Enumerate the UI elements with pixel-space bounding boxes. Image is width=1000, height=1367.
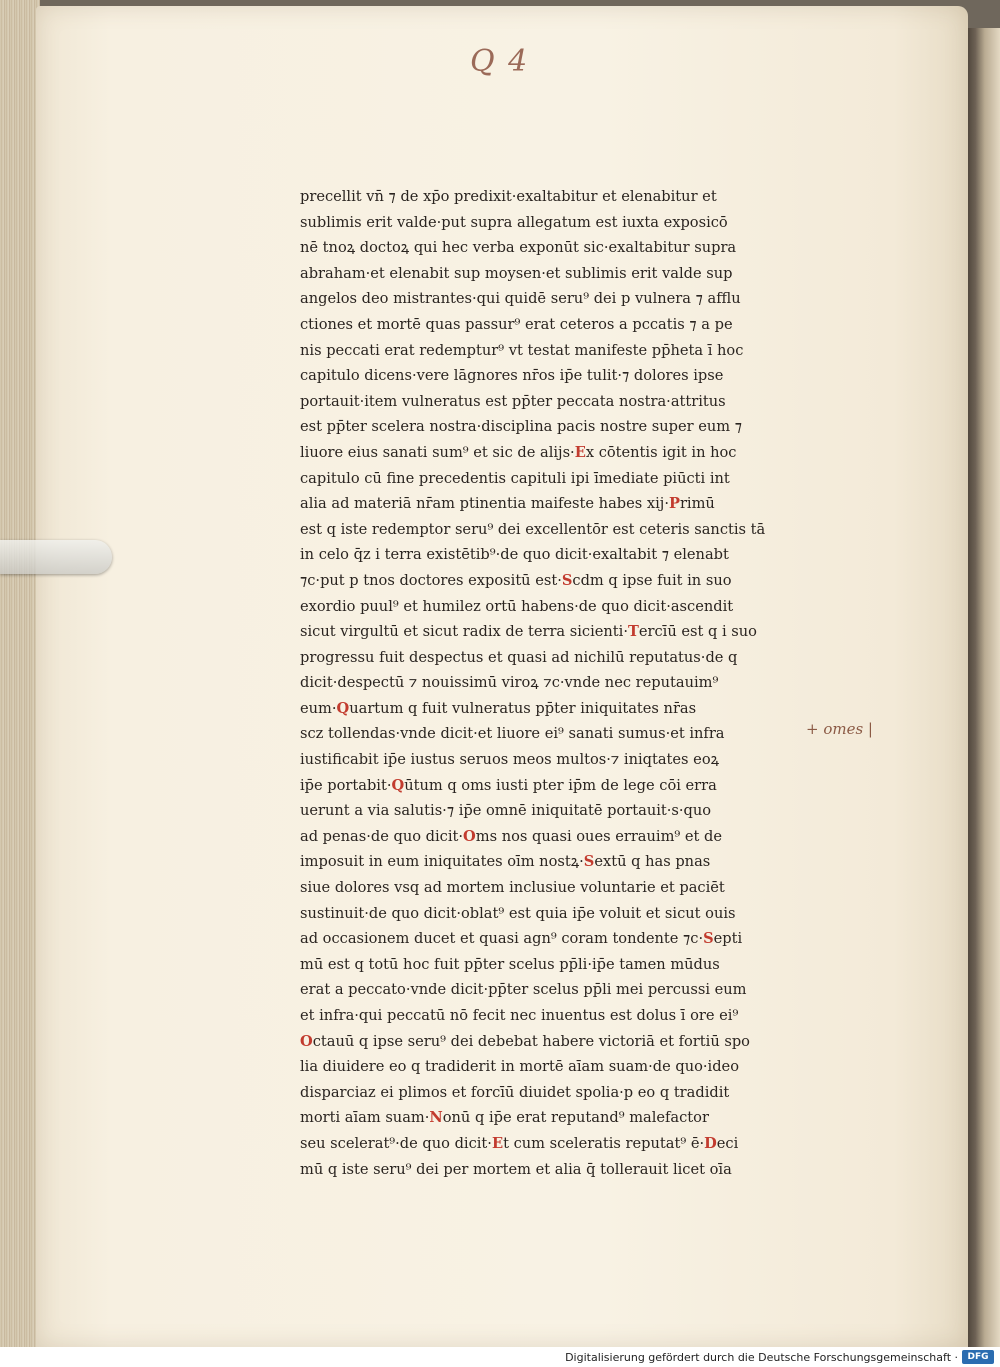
text-line xyxy=(300,952,820,978)
text-line xyxy=(300,261,820,287)
text-line xyxy=(300,184,820,210)
rubricated-initial: N xyxy=(429,1109,443,1127)
text-segment: ms nos quasi oues errauim⁹ et de xyxy=(475,827,723,845)
text-line xyxy=(300,363,820,389)
text-segment: et infra·qui peccatū nō fecit nec inuentus est dolus ī ore ei⁹ xyxy=(300,1007,739,1024)
text-segment: disparciaz ei plimos et forcīū diuidet spolia·p eo q tradidit xyxy=(300,1083,730,1101)
text-line xyxy=(300,440,820,466)
text-segment: erat a peccato·vnde dicit·pp̄ter scelus pp̄li mei percussi eum xyxy=(300,981,747,999)
text-line xyxy=(300,977,820,1003)
text-segment: epti xyxy=(713,930,743,948)
text-line xyxy=(300,773,820,799)
text-segment: lia diuidere eo q tradiderit in mortē aīam suam·de quo·ideo xyxy=(300,1058,739,1076)
text-segment: ūtum q oms iusti pter ip̄m de lege cōi erra xyxy=(404,776,717,794)
text-segment: in celo q̄z i terra existētib⁹·de quo dicit·exaltabit ⁊ elenabt xyxy=(300,546,729,564)
text-line xyxy=(300,619,820,645)
text-line xyxy=(300,875,820,901)
text-line xyxy=(300,594,820,620)
text-segment: portauit·item vulneratus est pp̄ter peccata nostra·attritus xyxy=(300,392,726,410)
text-segment: ercīū est q i suo xyxy=(638,623,757,641)
text-line xyxy=(300,1029,820,1055)
rubricated-initial: O xyxy=(300,1032,313,1050)
text-segment: alia ad materiā nr̄am ptinentia maifeste habes xij· xyxy=(300,495,669,513)
rubricated-initial: Q xyxy=(391,776,405,794)
text-line xyxy=(300,747,820,773)
text-block xyxy=(300,184,820,1182)
text-line xyxy=(300,491,820,517)
text-line xyxy=(300,1131,820,1157)
rubricated-initial: O xyxy=(463,827,476,845)
footer xyxy=(0,1347,1000,1367)
text-segment: exordio puul⁹ et humilez ortū habens·de quo dicit·ascendit xyxy=(300,597,734,615)
text-segment: iustificabit ip̄e iustus seruos meos multos·⁊ iniqtates eoꝝ xyxy=(300,751,720,769)
text-segment: eci xyxy=(716,1134,739,1152)
text-segment: ⁊c·put p tnos doctores expositū est· xyxy=(300,571,562,589)
page-marker-tab xyxy=(0,540,112,574)
text-segment: sustinuit·de quo dicit·oblat⁹ est quia ip̄e voluit et sicut ouis xyxy=(300,904,736,922)
text-segment: extū q has pnas xyxy=(594,853,711,871)
text-segment: cdm q ipse fuit in suo xyxy=(572,571,732,589)
text-line xyxy=(300,696,820,722)
text-line xyxy=(300,645,820,671)
text-segment: est pp̄ter scelera nostra·disciplina pacis nostre super eum ⁊ xyxy=(300,418,743,436)
text-segment: sicut virgultū et sicut radix de terra sicienti· xyxy=(300,623,628,641)
text-segment: eum· xyxy=(300,699,337,717)
folio-mark: Q 4 xyxy=(470,44,530,79)
text-line xyxy=(300,798,820,824)
text-segment: liuore eius sanati sum⁹ et sic de alijs· xyxy=(300,443,575,461)
rubricated-initial: E xyxy=(574,443,586,461)
text-line xyxy=(300,824,820,850)
text-line xyxy=(300,901,820,927)
text-segment: nis peccati erat redemptur⁹ vt testat manifeste pp̄heta ī hoc xyxy=(300,341,744,359)
text-line xyxy=(300,210,820,236)
text-line xyxy=(300,414,820,440)
text-segment: dicit·despectū ⁊ nouissimū viroꝝ ⁊c·vnde nec reputauim⁹ xyxy=(300,674,719,692)
text-segment: ctiones et mortē quas passur⁹ erat ceteros a pccatis ⁊ a pe xyxy=(300,315,733,333)
text-segment: ip̄e portabit· xyxy=(300,776,392,794)
text-line xyxy=(300,338,820,364)
margin-note: + omes | xyxy=(806,720,873,738)
text-segment: mū est q totū hoc fuit pp̄ter scelus pp̄li·ip̄e tamen mūdus xyxy=(300,955,720,973)
rubricated-initial: T xyxy=(627,623,639,641)
text-line xyxy=(300,1157,820,1183)
text-line xyxy=(300,389,820,415)
text-segment: uerunt a via salutis·⁊ ip̄e omnē iniquitatē portauit·s·quo xyxy=(300,802,712,820)
funding-credit: Digitalisierung gefördert durch die Deutsche Forschungsgemeinschaft · xyxy=(565,1351,958,1364)
text-segment: rimū xyxy=(679,495,715,513)
text-line xyxy=(300,312,820,338)
text-segment: ad occasionem ducet et quasi agn⁹ coram tondente ⁊c· xyxy=(300,930,704,948)
text-segment: progressu fuit despectus et quasi ad nichilū reputatus·de q xyxy=(300,648,738,666)
text-segment: seu scelerat⁹·de quo dicit· xyxy=(300,1134,492,1152)
text-segment: sublimis erit valde·put supra allegatum est iuxta exposicō xyxy=(300,213,728,231)
text-segment: angelos deo mistrantes·qui quidē seru⁹ dei p vulnera ⁊ afflu xyxy=(300,290,741,308)
text-line xyxy=(300,670,820,696)
text-segment: ctauū q ipse seru⁹ dei debebat habere victoriā et fortiū spo xyxy=(312,1032,750,1050)
text-segment: abraham·et elenabit sup moysen·et sublimis erit valde sup xyxy=(300,264,733,282)
text-segment: est q iste redemptor seru⁹ dei excellentōr est ceteris sanctis tā xyxy=(300,520,766,538)
text-segment: precellit vn̄ ⁊ de xp̄o predixit·exaltabitur et elenabitur et xyxy=(300,188,717,205)
text-segment: imposuit in eum iniquitates oīm nostꝝ· xyxy=(300,853,584,871)
text-segment: nē tnoꝝ doctoꝝ qui hec verba exponūt sic·exaltabitur supra xyxy=(300,239,737,257)
rubricated-initial: Q xyxy=(336,699,350,717)
text-segment: siue dolores vsq ad mortem inclusiue voluntarie et paciēt xyxy=(300,879,725,897)
rubricated-initial: P xyxy=(668,495,680,513)
page-edges-left xyxy=(0,0,40,1347)
text-line xyxy=(300,849,820,875)
rubricated-initial: S xyxy=(583,853,595,871)
text-segment: onū q ip̄e erat reputand⁹ malefactor xyxy=(442,1109,709,1127)
rubricated-initial: S xyxy=(561,571,573,589)
text-segment: scz tollendas·vnde dicit·et liuore ei⁹ sanati sumus·et infra xyxy=(300,725,725,743)
text-segment: t cum sceleratis reputat⁹ ē· xyxy=(503,1134,705,1152)
text-line xyxy=(300,1054,820,1080)
rubricated-initial: D xyxy=(704,1134,717,1152)
text-segment: x cōtentis igit in hoc xyxy=(585,443,737,461)
text-segment: morti aīam suam· xyxy=(300,1109,430,1127)
text-line xyxy=(300,1105,820,1131)
text-segment: mū q iste seru⁹ dei per mortem et alia q̄ tollerauit licet oīa xyxy=(300,1160,732,1178)
text-line xyxy=(300,235,820,261)
rubricated-initial: S xyxy=(703,930,714,948)
text-line xyxy=(300,542,820,568)
text-line xyxy=(300,926,820,952)
dfg-logo: DFG xyxy=(962,1350,994,1364)
text-line xyxy=(300,1080,820,1106)
text-line xyxy=(300,517,820,543)
text-segment: ad penas·de quo dicit· xyxy=(300,827,464,845)
text-line xyxy=(300,1003,820,1029)
text-line xyxy=(300,568,820,594)
text-segment: uartum q fuit vulneratus pp̄ter iniquitates nr̄as xyxy=(349,699,697,717)
text-line xyxy=(300,721,820,747)
text-line xyxy=(300,286,820,312)
rubricated-initial: E xyxy=(491,1134,504,1152)
text-segment: capitulo dicens·vere lāgnores nr̄os ip̄e tulit·⁊ dolores ipse xyxy=(300,367,724,385)
text-line xyxy=(300,466,820,492)
text-segment: capitulo cū fine precedentis capituli ipi īmediate piūcti int xyxy=(300,469,730,487)
